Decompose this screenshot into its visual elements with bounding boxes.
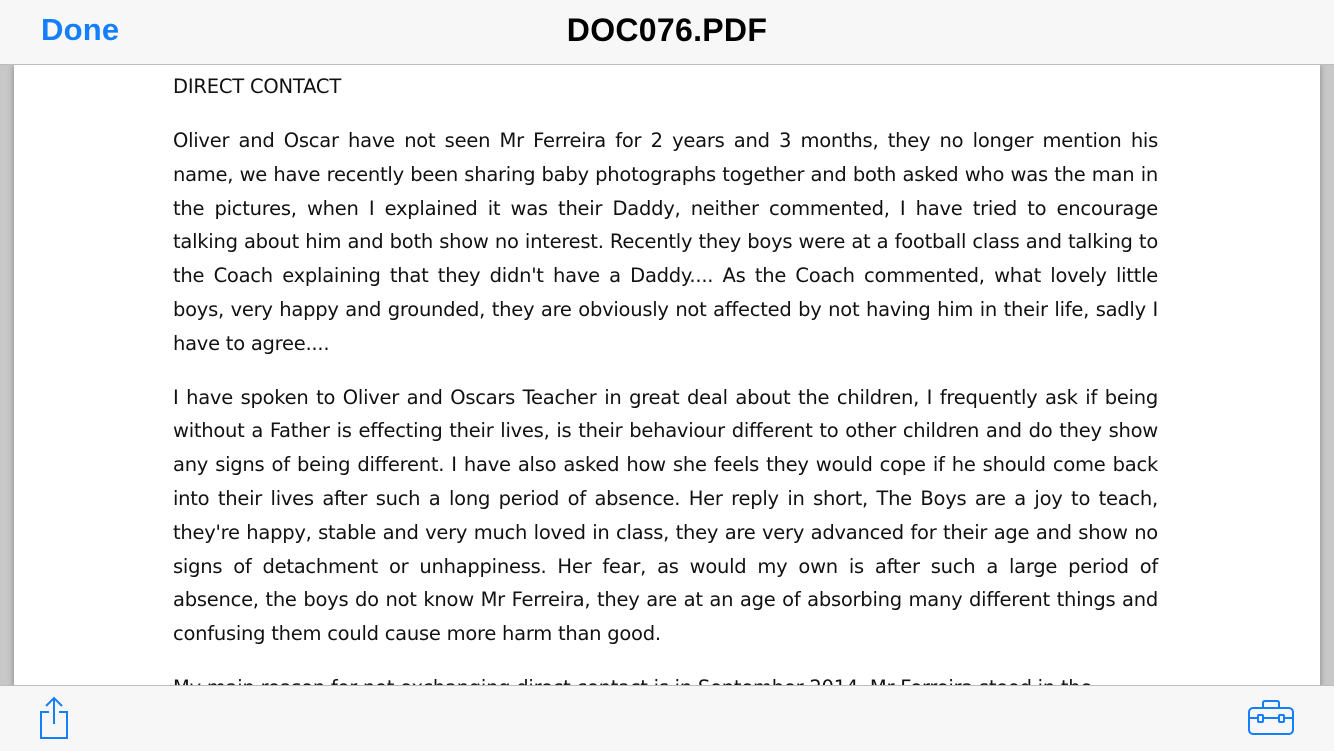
toolbox-icon bbox=[1245, 698, 1297, 738]
page-content bbox=[173, 73, 1158, 725]
navigation-bar bbox=[0, 0, 1334, 65]
paragraph-direct-contact: Oliver and Oscar have not seen Mr Ferreira for 2 years and 3 months, they no longer mention his name, we have recently been sharing baby photographs together and both asked who was the man in the pictures, when I explained it was their Daddy, neither commented, I have tried to encourage talking about him and both show no interest. Recently they boys were at a football class and talking to the Coach explaining that they didn't have a Daddy.... As the Coach commented, what lovely little boys, very happy and grounded, they are obviously not affected by not having him in their life, sadly I have to agree.... bbox=[173, 129, 1158, 355]
share-button[interactable] bbox=[36, 696, 72, 740]
pdf-page bbox=[14, 65, 1320, 745]
section-heading: DIRECT CONTACT bbox=[173, 75, 342, 98]
document-title: DOC076.PDF bbox=[566, 12, 768, 48]
markup-toolbox-button[interactable] bbox=[1245, 698, 1297, 738]
bottom-toolbar bbox=[0, 685, 1334, 751]
done-button[interactable]: Done bbox=[41, 12, 120, 47]
document-scroll-area[interactable] bbox=[0, 65, 1334, 685]
share-icon bbox=[36, 696, 72, 740]
paragraph-teacher: I have spoken to Oliver and Oscars Teacher in great deal about the children, I frequently ask if being without a Father is effecting their lives, is their behaviour different to other children and do they show any signs of being different. I have also asked how she feels they would cope if he should come back into their lives after such a long period of absence. Her reply in short, The Boys are a joy to teach, they're happy, stable and very much loved in class, they are very advanced for their age and show no signs of detachment or unhappiness. Her fear, as would my own is after such a large period of absence, the boys do not know Mr Ferreira, they are at an age of absorbing many different things and confusing them could cause more harm than good. bbox=[173, 385, 1158, 646]
